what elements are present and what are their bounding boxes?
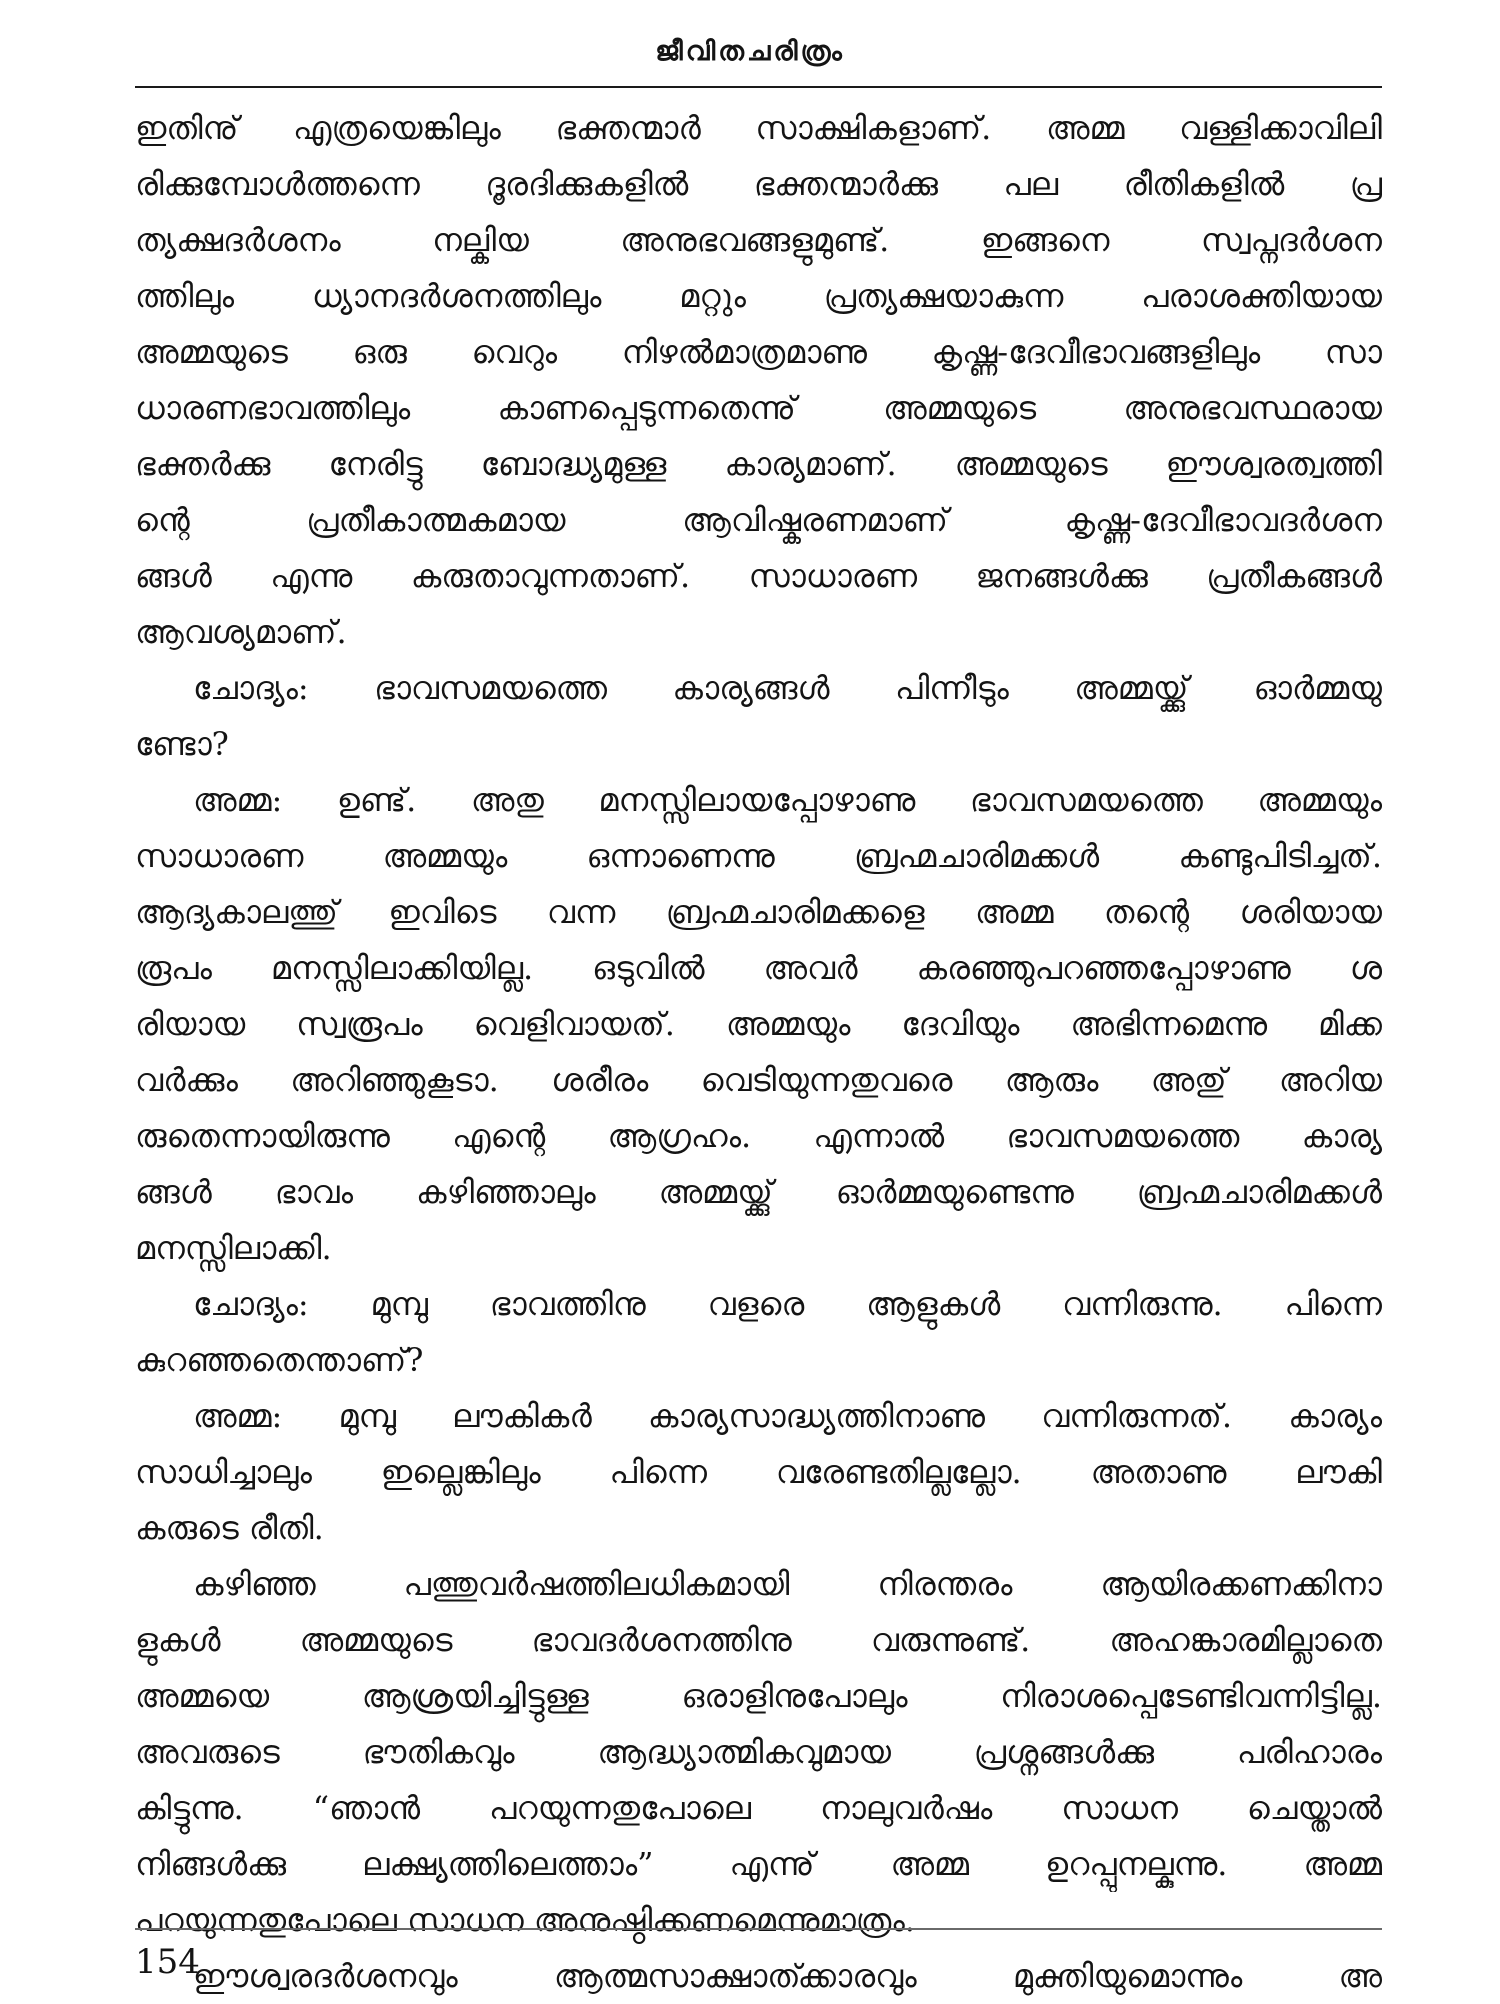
text-line: ങ്ങൾ എന്നു കരുതാവുന്നതാണ്. സാധാരണ ജനങ്ങൾക്കു പ്രതീകങ്ങൾ — [135, 557, 1382, 595]
text-line: ഇതിനു് എത്രയെങ്കിലും ഭക്തന്മാർ സാക്ഷികളാണ്. അമ്മ വള്ളിക്കാവിലി — [135, 109, 1382, 147]
text-line: സാധിച്ചാലും ഇല്ലെങ്കിലും പിന്നെ വരേണ്ടതില്ലല്ലോ. അതാണു ലൗകി — [135, 1453, 1382, 1491]
text-line: അമ്മയുടെ ഒരു വെറും നിഴൽമാത്രമാണു കൃഷ്ണ-ദേവീഭാവങ്ങളിലും സാ — [135, 333, 1382, 371]
text-line: രൂപം മനസ്സിലാക്കിയില്ല. ഒടുവിൽ അവർ കരഞ്ഞുപറഞ്ഞപ്പോഴാണു ശ — [135, 949, 1382, 987]
footer-rule — [135, 1928, 1382, 1930]
text-line: ളുകൾ അമ്മയുടെ ഭാവദർശനത്തിനു വരുന്നുണ്ട്. അഹങ്കാരമില്ലാതെ — [135, 1621, 1382, 1659]
text-line: സാധാരണ അമ്മയും ഒന്നാണെന്നു ബ്രഹ്മചാരിമക്കൾ കണ്ടുപിടിച്ചത്. — [135, 837, 1382, 875]
text-line: പറയുന്നതുപോലെ സാധന അനുഷ്ഠിക്കണമെന്നുമാത്രം. — [135, 1901, 915, 1939]
text-line: ത്തിലും ധ്യാനദർശനത്തിലും മറ്റും പ്രത്യക്ഷയാകുന്ന പരാശക്തിയായ — [135, 277, 1382, 315]
text-line: നിങ്ങൾക്കു ലക്ഷ്യത്തിലെത്താം” എന്നു് അമ്മ ഉറപ്പുനല്കുന്നു. അമ്മ — [135, 1845, 1382, 1883]
body-text — [135, 100, 1382, 2004]
text-line: അവരുടെ ഭൗതികവും ആദ്ധ്യാത്മികവുമായ പ്രശ്നങ്ങൾക്കു പരിഹാരം — [135, 1733, 1382, 1771]
text-line: രിയായ സ്വരൂപം വെളിവായത്. അമ്മയും ദേവിയും അഭിന്നമെന്നു മിക്ക — [135, 1005, 1382, 1043]
answer-line: അമ്മ: മുമ്പു ലൗകികർ കാര്യസാദ്ധ്യത്തിനാണു വന്നിരുന്നത്. കാര്യം — [193, 1397, 1382, 1435]
answer-line: അമ്മ: ഉണ്ട്. അതു മനസ്സിലായപ്പോഴാണു ഭാവസമയത്തെ അമ്മയും — [193, 781, 1382, 819]
text-line: ആവശ്യമാണ്. — [135, 613, 347, 651]
text-line: അമ്മയെ ആശ്രയിച്ചിട്ടുള്ള ഒരാളിനുപോലും നിരാശപ്പെടേണ്ടിവന്നിട്ടില്ല. — [135, 1677, 1382, 1715]
text-line: മനസ്സിലാക്കി. — [135, 1229, 332, 1267]
text-line: രിക്കുമ്പോൾത്തന്നെ ദൂരദിക്കുകളിൽ ഭക്തന്മാർക്കു പല രീതികളിൽ പ്ര — [135, 165, 1382, 203]
text-line: കരുടെ രീതി. — [135, 1509, 324, 1547]
header-rule — [135, 86, 1382, 88]
text-line: കുറഞ്ഞതെന്താണ്? — [135, 1341, 424, 1379]
text-line: ആദ്യകാലത്തു് ഇവിടെ വന്ന ബ്രഹ്മചാരിമക്കളെ അമ്മ തന്റെ ശരിയായ — [135, 893, 1382, 931]
text-line: വർക്കും അറിഞ്ഞുകൂടാ. ശരീരം വെടിയുന്നതുവരെ ആരും അതു് അറിയ — [135, 1061, 1382, 1099]
page-number: 154 — [135, 1942, 200, 1982]
text-line: ത്യക്ഷദർശനം നല്കിയ അനുഭവങ്ങളുമുണ്ട്. ഇങ്ങനെ സ്വപ്നദർശന — [135, 221, 1382, 259]
text-line: ഭക്തർക്കു നേരിട്ടു ബോദ്ധ്യമുള്ള കാര്യമാണ്. അമ്മയുടെ ഈശ്വരത്വത്തി — [135, 445, 1382, 483]
paragraph-start-line: കഴിഞ്ഞ പത്തുവർഷത്തിലധികമായി നിരന്തരം ആയിരക്കണക്കിനാ — [193, 1565, 1382, 1603]
text-line: രുതെന്നായിരുന്നു എന്റെ ആഗ്രഹം. എന്നാൽ ഭാവസമയത്തെ കാര്യ — [135, 1117, 1382, 1155]
text-line: ങ്ങൾ ഭാവം കഴിഞ്ഞാലും അമ്മയ്ക്കു് ഓർമ്മയുണ്ടെന്നു ബ്രഹ്മചാരിമക്കൾ — [135, 1173, 1382, 1211]
text-line: കിട്ടുന്നു. “ഞാൻ പറയുന്നതുപോലെ നാലുവർഷം സാധന ചെയ്താൽ — [135, 1789, 1382, 1827]
question-line: ചോദ്യം: മുമ്പു ഭാവത്തിനു വളരെ ആളുകൾ വന്നിരുന്നു. പിന്നെ — [193, 1285, 1382, 1323]
text-line: ണ്ടോ? — [135, 725, 229, 763]
text-line: ന്റെ പ്രതീകാത്മകമായ ആവിഷ്കരണമാണ് കൃഷ്ണ-ദേവീഭാവദർശന — [135, 501, 1382, 539]
question-line: ചോദ്യം: ഭാവസമയത്തെ കാര്യങ്ങൾ പിന്നീടും അമ്മയ്ക്കു് ഓർമ്മയു — [193, 669, 1382, 707]
text-line: ധാരണഭാവത്തിലും കാണപ്പെടുന്നതെന്നു് അമ്മയുടെ അനുഭവസ്ഥരായ — [135, 389, 1382, 427]
running-title: ജീവിതചരിത്രം — [655, 36, 845, 67]
paragraph-start-line: ഈശ്വരദർശനവും ആത്മസാക്ഷാത്ക്കാരവും മുക്തിയുമൊന്നും അ — [193, 1957, 1382, 1995]
